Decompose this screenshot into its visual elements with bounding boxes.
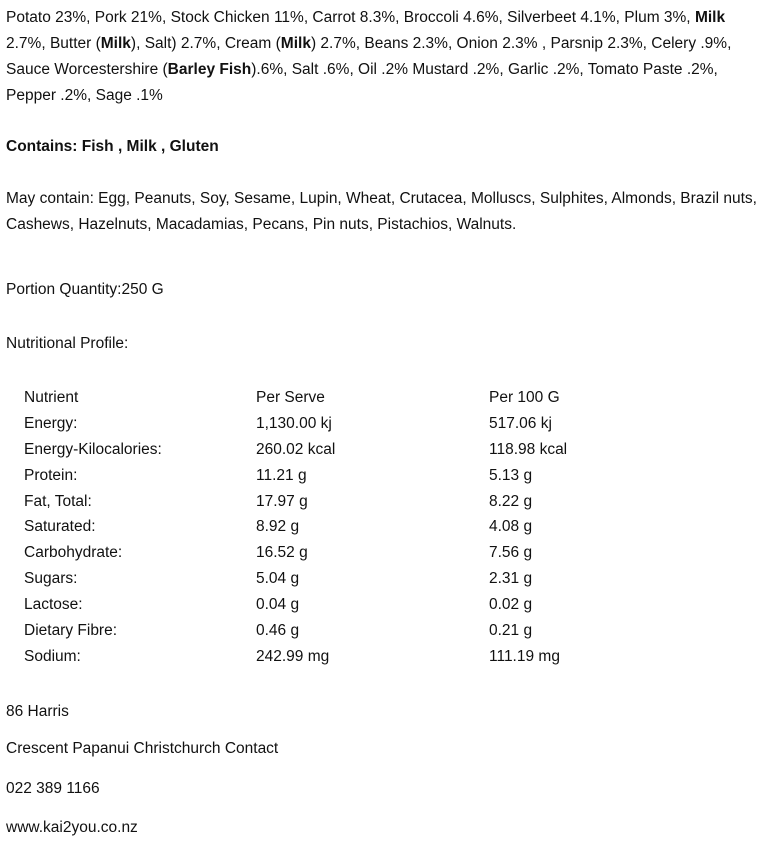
nutrient-name: Carbohydrate:	[24, 544, 123, 562]
per-100g-value: 7.56 g	[489, 544, 533, 562]
table-header-row	[24, 385, 724, 411]
nutrient-name: Sugars:	[24, 570, 78, 588]
address-line-2: Crescent Papanui Christchurch Contact	[6, 740, 279, 757]
nutrition-table	[24, 385, 724, 670]
column-header-per-100g: Per 100 G	[489, 389, 560, 406]
table-row	[24, 463, 724, 489]
portion-quantity: Portion Quantity:250 G	[6, 281, 164, 298]
table-row	[24, 514, 724, 540]
ingredients-text: Potato 23%, Pork 21%, Stock Chicken 11%, Carrot 8.3%, Broccoli 4.6%, Silverbeet 4.1%, Plum 3%,	[6, 9, 695, 26]
per-100g-value: 0.02 g	[489, 596, 533, 614]
per-100g-value: 4.08 g	[489, 518, 533, 536]
ingredients-list	[6, 5, 761, 109]
table-row	[24, 644, 724, 670]
allergen-barley-fish: Barley Fish	[167, 61, 252, 78]
nutrient-name: Lactose:	[24, 596, 83, 614]
column-header-nutrient: Nutrient	[24, 389, 79, 406]
table-row	[24, 592, 724, 618]
contains-allergens: Contains: Fish , Milk , Gluten	[6, 138, 219, 155]
table-row	[24, 566, 724, 592]
nutrient-name: Sodium:	[24, 647, 81, 665]
table-row	[24, 489, 724, 515]
table-row	[24, 540, 724, 566]
per-serve-value: 5.04 g	[256, 570, 300, 588]
phone-number: 022 389 1166	[6, 780, 100, 797]
per-100g-value: 5.13 g	[489, 466, 533, 484]
allergen-milk: Milk	[280, 35, 311, 52]
nutrient-name: Energy-Kilocalories:	[24, 440, 162, 458]
per-100g-value: 517.06 kj	[489, 414, 552, 432]
table-row	[24, 618, 724, 644]
per-100g-value: 111.19 mg	[489, 647, 560, 665]
per-serve-value: 242.99 mg	[256, 647, 330, 665]
per-100g-value: 8.22 g	[489, 492, 533, 510]
address-line-1: 86 Harris	[6, 703, 69, 720]
ingredients-text: ).6%, Salt .6%, Oil .2% Mustard .2%, Garlic .2%, Tomato Paste .2%, Pepper .2%, Sage .1%	[6, 61, 718, 104]
allergen-milk: Milk	[694, 9, 726, 26]
ingredients-text: 2.7%, Butter (	[6, 35, 101, 52]
per-100g-value: 0.21 g	[489, 622, 533, 640]
nutrient-name: Dietary Fibre:	[24, 622, 118, 640]
nutrient-name: Energy:	[24, 414, 78, 432]
may-contain-allergens: May contain: Egg, Peanuts, Soy, Sesame, Lupin, Wheat, Crutacea, Molluscs, Sulphites, Almonds, Brazil nuts, Cashews, Hazelnuts, Macadamias, Pecans, Pin nuts, Pistachios, Walnuts.	[6, 190, 757, 233]
website-url: www.kai2you.co.nz	[6, 819, 138, 836]
nutrient-name: Fat, Total:	[24, 492, 92, 510]
nutritional-profile-heading: Nutritional Profile:	[6, 335, 129, 352]
column-header-per-serve: Per Serve	[256, 389, 325, 406]
table-row	[24, 437, 724, 463]
per-serve-value: 260.02 kcal	[256, 440, 336, 458]
nutrient-name: Saturated:	[24, 518, 96, 536]
ingredients-text: ), Salt) 2.7%, Cream (	[130, 35, 281, 52]
allergen-milk: Milk	[100, 35, 131, 52]
ingredients-text: ) 2.7%, Beans 2.3%, Onion 2.3% , Parsnip 2.3%, Celery .9%, Sauce Worcestershire (	[6, 35, 732, 78]
per-100g-value: 118.98 kcal	[489, 440, 568, 458]
per-serve-value: 0.04 g	[256, 596, 300, 614]
per-serve-value: 11.21 g	[256, 466, 307, 484]
per-100g-value: 2.31 g	[489, 570, 533, 588]
per-serve-value: 16.52 g	[256, 544, 308, 562]
per-serve-value: 8.92 g	[256, 518, 300, 536]
per-serve-value: 1,130.00 kj	[256, 414, 332, 432]
per-serve-value: 17.97 g	[256, 492, 308, 510]
table-row	[24, 411, 724, 437]
nutrient-name: Protein:	[24, 466, 78, 484]
per-serve-value: 0.46 g	[256, 622, 300, 640]
